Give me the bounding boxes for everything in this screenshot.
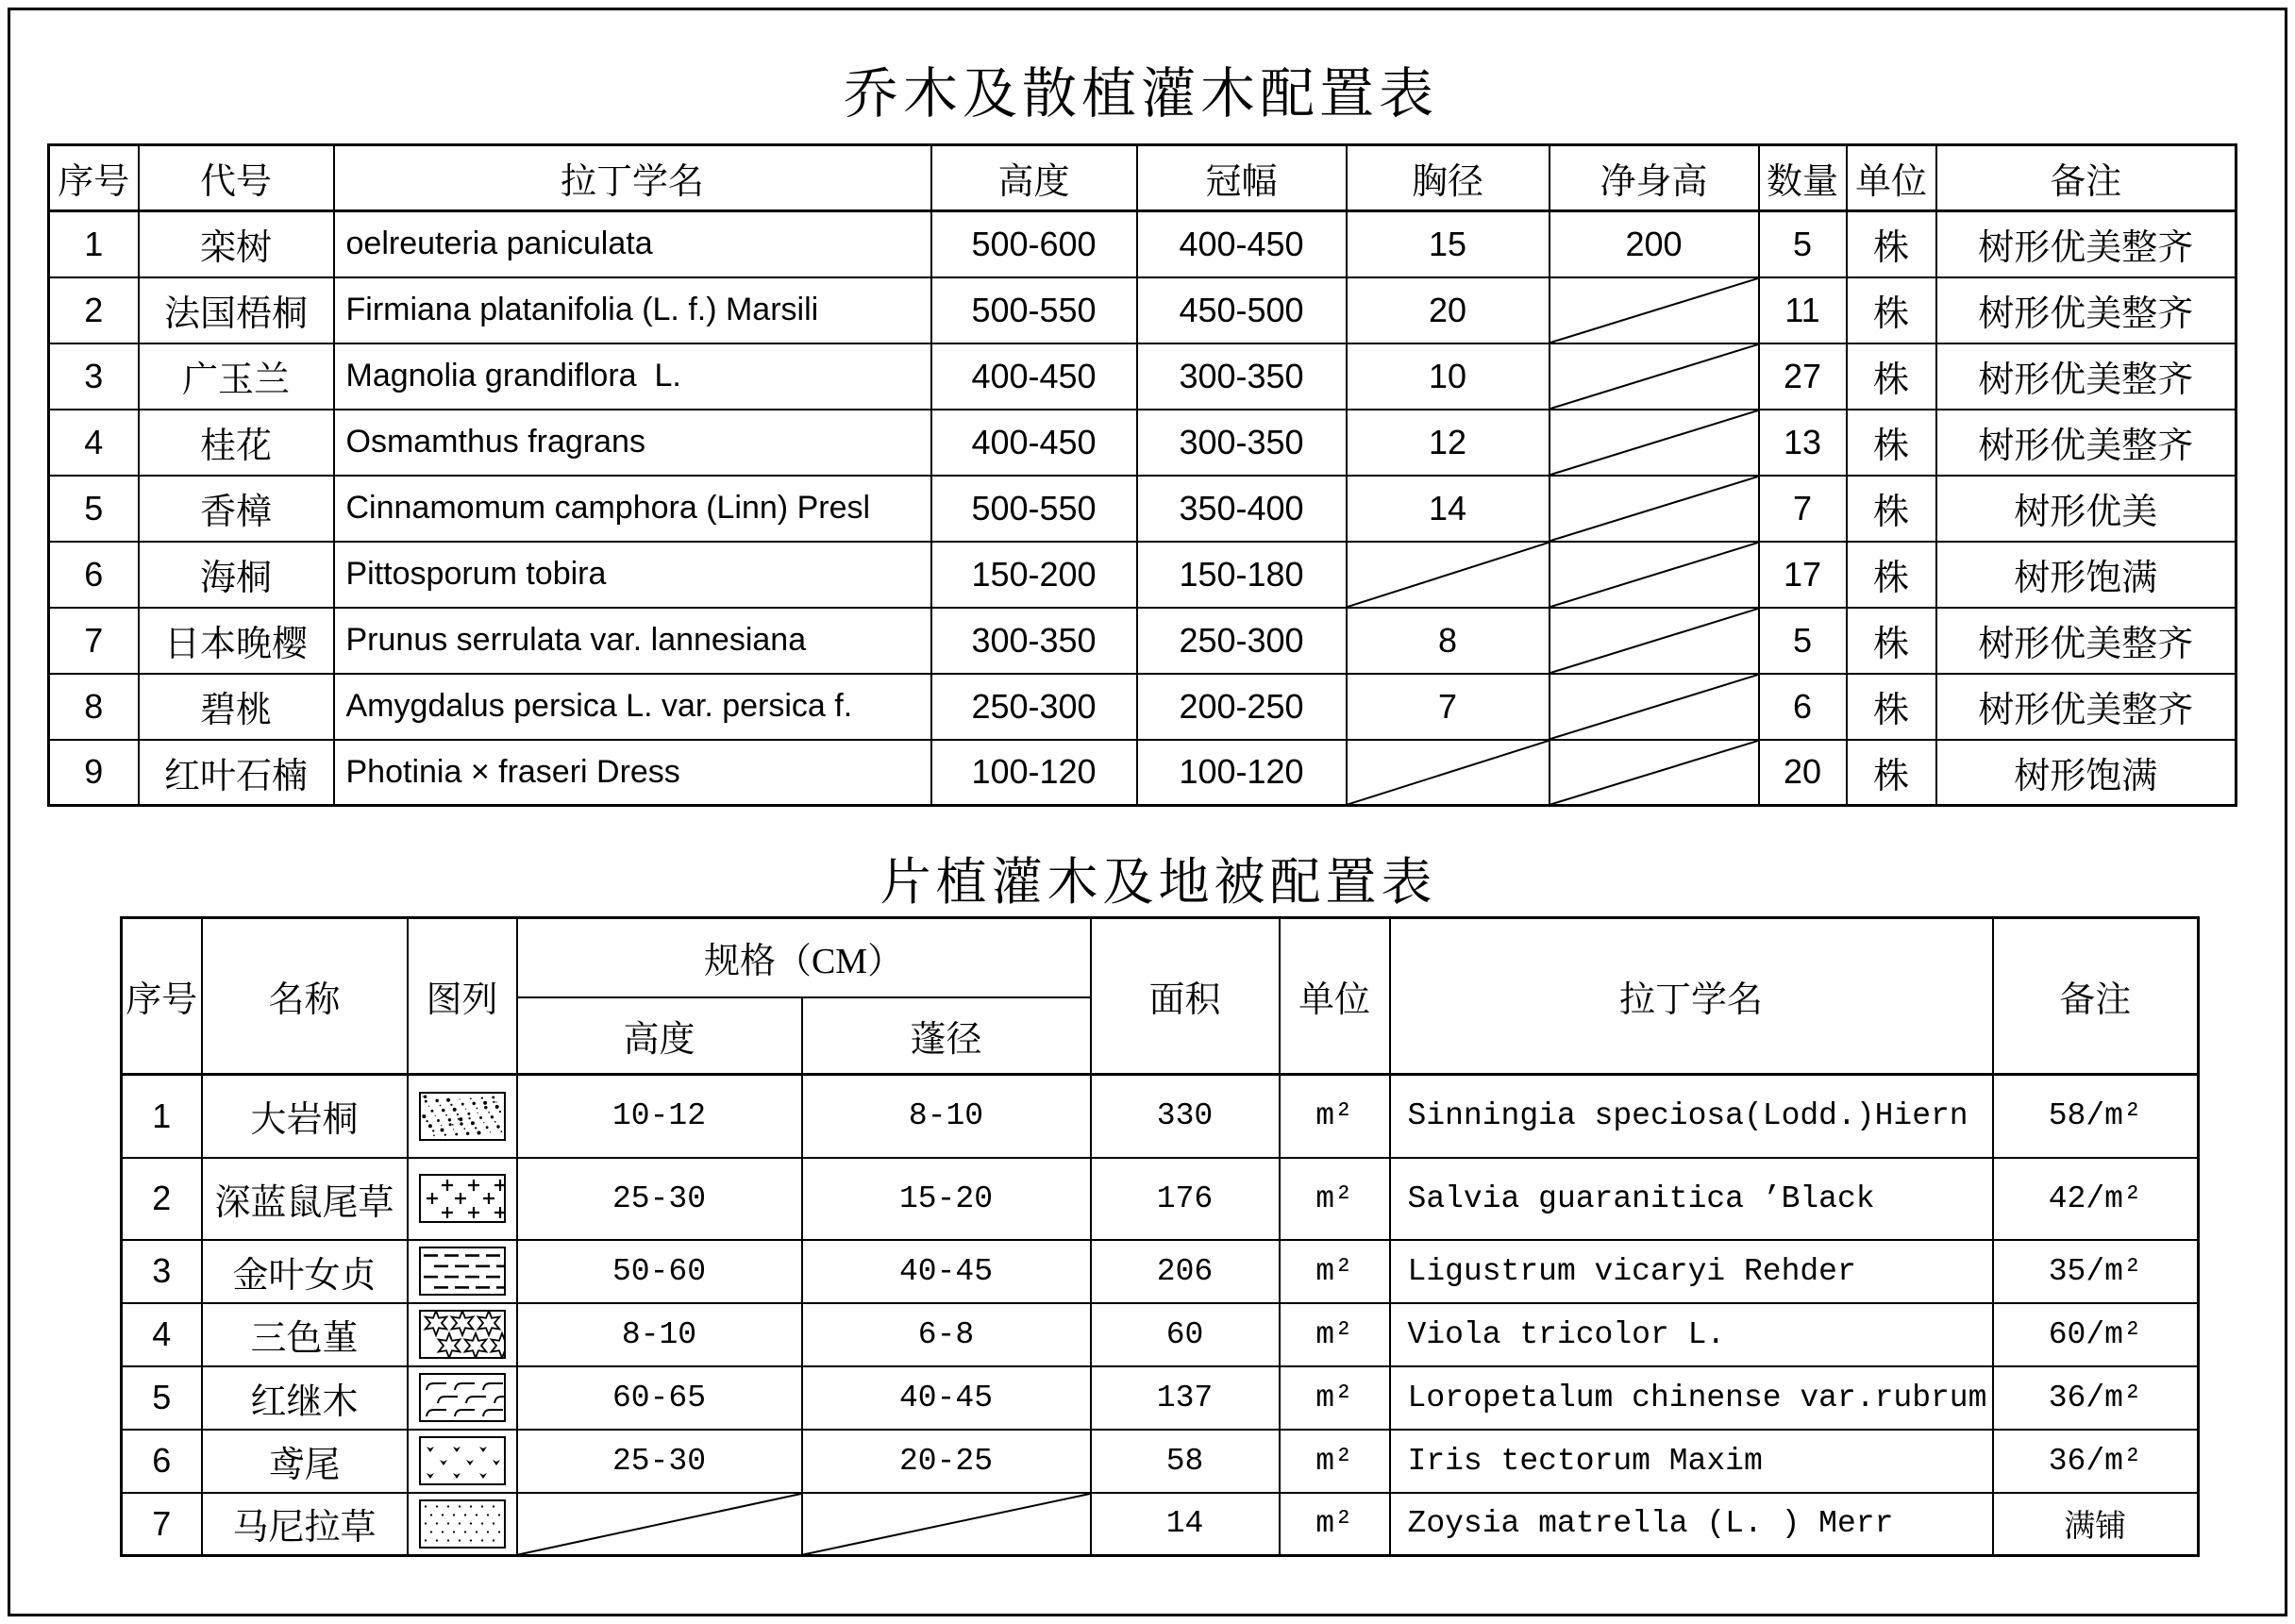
quantity: 5 bbox=[1759, 211, 1847, 277]
unit: m² bbox=[1280, 1158, 1390, 1240]
table-row bbox=[49, 674, 2236, 740]
legend-swatch bbox=[408, 1075, 517, 1158]
table-header-row bbox=[122, 918, 2199, 997]
col-header-unit: 单位 bbox=[1280, 918, 1390, 1075]
slash-icon bbox=[518, 1494, 801, 1555]
pattern-plus-icon bbox=[419, 1174, 506, 1223]
unit: m² bbox=[1280, 1366, 1390, 1430]
dbh: 15 bbox=[1347, 211, 1550, 277]
row-no: 3 bbox=[49, 343, 139, 410]
plant-name: 深蓝鼠尾草 bbox=[202, 1158, 408, 1240]
quantity: 27 bbox=[1759, 343, 1847, 410]
height bbox=[517, 1493, 802, 1556]
table-row bbox=[49, 476, 2236, 542]
row-no: 2 bbox=[122, 1158, 202, 1240]
quantity: 5 bbox=[1759, 608, 1847, 674]
remark: 42/m² bbox=[1993, 1158, 2199, 1240]
table-row bbox=[122, 1366, 2199, 1430]
table-row bbox=[122, 1158, 2199, 1240]
unit: 株 bbox=[1847, 343, 1936, 410]
height: 8-10 bbox=[517, 1303, 802, 1366]
col-header-code: 代号 bbox=[139, 145, 334, 211]
table-row bbox=[122, 1075, 2199, 1158]
dbh: 14 bbox=[1347, 476, 1550, 542]
crown-width: 200-250 bbox=[1137, 674, 1347, 740]
table-row bbox=[122, 1493, 2199, 1556]
unit: 株 bbox=[1847, 211, 1936, 277]
col-header-no: 序号 bbox=[122, 918, 202, 1075]
height: 50-60 bbox=[517, 1240, 802, 1303]
latin-name: Amygdalus persica L. var. persica f. bbox=[334, 674, 931, 740]
col-header-clear-height: 净身高 bbox=[1550, 145, 1759, 211]
col-header-latin: 拉丁学名 bbox=[1390, 918, 1993, 1075]
area: 60 bbox=[1091, 1303, 1280, 1366]
latin-name: Cinnamomum camphora (Linn) Presl bbox=[334, 476, 931, 542]
row-no: 5 bbox=[122, 1366, 202, 1430]
plant-name: 鸢尾 bbox=[202, 1430, 408, 1493]
clear-height bbox=[1550, 542, 1759, 608]
table-row bbox=[49, 740, 2236, 806]
legend-swatch bbox=[408, 1303, 517, 1366]
latin-name: Prunus serrulata var. lannesiana bbox=[334, 608, 931, 674]
row-no: 2 bbox=[49, 277, 139, 343]
row-no: 7 bbox=[49, 608, 139, 674]
col-header-spec: 规格（CM） bbox=[517, 918, 1091, 997]
unit: m² bbox=[1280, 1303, 1390, 1366]
clear-height bbox=[1550, 343, 1759, 410]
col-header-crown: 冠幅 bbox=[1137, 145, 1347, 211]
col-header-height: 高度 bbox=[931, 145, 1137, 211]
remark: 树形优美整齐 bbox=[1936, 211, 2236, 277]
crown-width: 350-400 bbox=[1137, 476, 1347, 542]
latin-name: Pittosporum tobira bbox=[334, 542, 931, 608]
height: 300-350 bbox=[931, 608, 1137, 674]
pattern-star-icon bbox=[419, 1310, 506, 1359]
remark: 树形优美整齐 bbox=[1936, 674, 2236, 740]
pattern-dots-icon bbox=[419, 1499, 506, 1549]
row-no: 9 bbox=[49, 740, 139, 806]
slash-icon bbox=[1550, 344, 1758, 409]
slash-icon bbox=[1550, 543, 1758, 607]
latin-name: Firmiana platanifolia (L. f.) Marsili bbox=[334, 277, 931, 343]
clear-height bbox=[1550, 476, 1759, 542]
legend-swatch bbox=[408, 1240, 517, 1303]
row-no: 3 bbox=[122, 1240, 202, 1303]
table-row bbox=[122, 1240, 2199, 1303]
legend-swatch bbox=[408, 1366, 517, 1430]
slash-icon bbox=[1550, 410, 1758, 475]
area: 176 bbox=[1091, 1158, 1280, 1240]
table-header-row bbox=[49, 145, 2236, 211]
latin-name: Sinningia speciosa(Lodd.)Hiern bbox=[1390, 1075, 1993, 1158]
height: 400-450 bbox=[931, 343, 1137, 410]
slash-icon bbox=[1348, 543, 1549, 607]
latin-name: Osmamthus fragrans bbox=[334, 410, 931, 476]
code-name: 法国梧桐 bbox=[139, 277, 334, 343]
height: 100-120 bbox=[931, 740, 1137, 806]
crown-width: 300-350 bbox=[1137, 343, 1347, 410]
dbh: 7 bbox=[1347, 674, 1550, 740]
crown-width: 100-120 bbox=[1137, 740, 1347, 806]
dbh bbox=[1347, 542, 1550, 608]
slash-icon bbox=[1550, 675, 1758, 739]
col-header-legend: 图列 bbox=[408, 918, 517, 1075]
unit: 株 bbox=[1847, 277, 1936, 343]
groundcover-table-title: 片植灌木及地被配置表 bbox=[879, 854, 1437, 911]
height: 500-550 bbox=[931, 277, 1137, 343]
dbh: 12 bbox=[1347, 410, 1550, 476]
height: 150-200 bbox=[931, 542, 1137, 608]
height: 25-30 bbox=[517, 1158, 802, 1240]
crown-width: 250-300 bbox=[1137, 608, 1347, 674]
latin-name: Loropetalum chinense var.rubrum bbox=[1390, 1366, 1993, 1430]
remark: 36/m² bbox=[1993, 1430, 2199, 1493]
area: 137 bbox=[1091, 1366, 1280, 1430]
col-header-dbh: 胸径 bbox=[1347, 145, 1550, 211]
spread: 15-20 bbox=[802, 1158, 1091, 1240]
dbh: 8 bbox=[1347, 608, 1550, 674]
table-row bbox=[49, 410, 2236, 476]
slash-icon bbox=[1550, 741, 1758, 805]
table-row bbox=[49, 277, 2236, 343]
unit: m² bbox=[1280, 1493, 1390, 1556]
code-name: 海桐 bbox=[139, 542, 334, 608]
slash-icon bbox=[1348, 741, 1549, 805]
latin-name: Zoysia matrella (L. ) Merr bbox=[1390, 1493, 1993, 1556]
plant-name: 大岩桐 bbox=[202, 1075, 408, 1158]
remark: 60/m² bbox=[1993, 1303, 2199, 1366]
unit: m² bbox=[1280, 1075, 1390, 1158]
table-row bbox=[49, 608, 2236, 674]
clear-height bbox=[1550, 740, 1759, 806]
row-no: 7 bbox=[122, 1493, 202, 1556]
latin-name: Viola tricolor L. bbox=[1390, 1303, 1993, 1366]
groundcover-schedule-table bbox=[120, 916, 2200, 1557]
spread: 40-45 bbox=[802, 1240, 1091, 1303]
table-row bbox=[122, 1430, 2199, 1493]
unit: m² bbox=[1280, 1430, 1390, 1493]
slash-icon bbox=[803, 1494, 1090, 1555]
spread bbox=[802, 1493, 1091, 1556]
pattern-speckle-icon bbox=[419, 1092, 506, 1141]
remark: 树形饱满 bbox=[1936, 740, 2236, 806]
spread: 40-45 bbox=[802, 1366, 1091, 1430]
col-header-area: 面积 bbox=[1091, 918, 1280, 1075]
code-name: 广玉兰 bbox=[139, 343, 334, 410]
latin-name: Photinia × fraseri Dress bbox=[334, 740, 931, 806]
col-header-remark: 备注 bbox=[1993, 918, 2199, 1075]
clear-height bbox=[1550, 674, 1759, 740]
unit: m² bbox=[1280, 1240, 1390, 1303]
col-header-latin: 拉丁学名 bbox=[334, 145, 931, 211]
row-no: 5 bbox=[49, 476, 139, 542]
code-name: 日本晚樱 bbox=[139, 608, 334, 674]
area: 330 bbox=[1091, 1075, 1280, 1158]
height: 250-300 bbox=[931, 674, 1137, 740]
row-no: 1 bbox=[49, 211, 139, 277]
pattern-dash-icon bbox=[419, 1247, 506, 1296]
height: 60-65 bbox=[517, 1366, 802, 1430]
latin-name: Magnolia grandiflora L. bbox=[334, 343, 931, 410]
row-no: 4 bbox=[122, 1303, 202, 1366]
unit: 株 bbox=[1847, 608, 1936, 674]
latin-name: Ligustrum vicaryi Rehder bbox=[1390, 1240, 1993, 1303]
remark: 36/m² bbox=[1993, 1366, 2199, 1430]
spread: 8-10 bbox=[802, 1075, 1091, 1158]
row-no: 8 bbox=[49, 674, 139, 740]
crown-width: 400-450 bbox=[1137, 211, 1347, 277]
unit: 株 bbox=[1847, 740, 1936, 806]
pattern-tilde-icon bbox=[419, 1373, 506, 1422]
slash-icon bbox=[1550, 477, 1758, 541]
quantity: 6 bbox=[1759, 674, 1847, 740]
code-name: 碧桃 bbox=[139, 674, 334, 740]
slash-icon bbox=[1550, 278, 1758, 343]
unit: 株 bbox=[1847, 410, 1936, 476]
unit: 株 bbox=[1847, 542, 1936, 608]
pattern-vmark-icon bbox=[419, 1436, 506, 1485]
area: 206 bbox=[1091, 1240, 1280, 1303]
height: 400-450 bbox=[931, 410, 1137, 476]
row-no: 6 bbox=[122, 1430, 202, 1493]
dbh bbox=[1347, 740, 1550, 806]
unit: 株 bbox=[1847, 476, 1936, 542]
remark: 58/m² bbox=[1993, 1075, 2199, 1158]
remark: 树形优美整齐 bbox=[1936, 410, 2236, 476]
slash-icon bbox=[1550, 609, 1758, 673]
row-no: 6 bbox=[49, 542, 139, 608]
remark: 树形饱满 bbox=[1936, 542, 2236, 608]
latin-name: oelreuteria paniculata bbox=[334, 211, 931, 277]
col-header-unit: 单位 bbox=[1847, 145, 1936, 211]
table-row bbox=[49, 211, 2236, 277]
remark: 树形优美整齐 bbox=[1936, 608, 2236, 674]
plant-name: 三色堇 bbox=[202, 1303, 408, 1366]
latin-name: Salvia guaranitica ’Black bbox=[1390, 1158, 1993, 1240]
code-name: 红叶石楠 bbox=[139, 740, 334, 806]
remark: 树形优美 bbox=[1936, 476, 2236, 542]
row-no: 1 bbox=[122, 1075, 202, 1158]
spread: 20-25 bbox=[802, 1430, 1091, 1493]
quantity: 7 bbox=[1759, 476, 1847, 542]
table-row bbox=[49, 542, 2236, 608]
row-no: 4 bbox=[49, 410, 139, 476]
legend-swatch bbox=[408, 1430, 517, 1493]
area: 14 bbox=[1091, 1493, 1280, 1556]
crown-width: 300-350 bbox=[1137, 410, 1347, 476]
code-name: 栾树 bbox=[139, 211, 334, 277]
col-header-name: 名称 bbox=[202, 918, 408, 1075]
latin-name: Iris tectorum Maxim bbox=[1390, 1430, 1993, 1493]
height: 500-550 bbox=[931, 476, 1137, 542]
legend-swatch bbox=[408, 1493, 517, 1556]
clear-height bbox=[1550, 410, 1759, 476]
col-header-spec-height: 高度 bbox=[517, 997, 802, 1075]
remark: 35/m² bbox=[1993, 1240, 2199, 1303]
tree-table-title: 乔木及散植灌木配置表 bbox=[843, 63, 1438, 125]
spread: 6-8 bbox=[802, 1303, 1091, 1366]
clear-height: 200 bbox=[1550, 211, 1759, 277]
legend-swatch bbox=[408, 1158, 517, 1240]
remark: 满铺 bbox=[1993, 1493, 2199, 1556]
height: 500-600 bbox=[931, 211, 1137, 277]
dbh: 10 bbox=[1347, 343, 1550, 410]
crown-width: 450-500 bbox=[1137, 277, 1347, 343]
height: 10-12 bbox=[517, 1075, 802, 1158]
plant-name: 红继木 bbox=[202, 1366, 408, 1430]
quantity: 20 bbox=[1759, 740, 1847, 806]
tree-shrub-schedule-table bbox=[47, 143, 2237, 807]
dbh: 20 bbox=[1347, 277, 1550, 343]
col-header-quantity: 数量 bbox=[1759, 145, 1847, 211]
quantity: 11 bbox=[1759, 277, 1847, 343]
code-name: 桂花 bbox=[139, 410, 334, 476]
table-row bbox=[122, 1303, 2199, 1366]
quantity: 13 bbox=[1759, 410, 1847, 476]
clear-height bbox=[1550, 277, 1759, 343]
quantity: 17 bbox=[1759, 542, 1847, 608]
col-header-no: 序号 bbox=[49, 145, 139, 211]
crown-width: 150-180 bbox=[1137, 542, 1347, 608]
col-header-remark: 备注 bbox=[1936, 145, 2236, 211]
plant-name: 马尼拉草 bbox=[202, 1493, 408, 1556]
remark: 树形优美整齐 bbox=[1936, 277, 2236, 343]
table-row bbox=[49, 343, 2236, 410]
height: 25-30 bbox=[517, 1430, 802, 1493]
unit: 株 bbox=[1847, 674, 1936, 740]
remark: 树形优美整齐 bbox=[1936, 343, 2236, 410]
col-header-spec-spread: 蓬径 bbox=[802, 997, 1091, 1075]
plant-name: 金叶女贞 bbox=[202, 1240, 408, 1303]
code-name: 香樟 bbox=[139, 476, 334, 542]
clear-height bbox=[1550, 608, 1759, 674]
area: 58 bbox=[1091, 1430, 1280, 1493]
